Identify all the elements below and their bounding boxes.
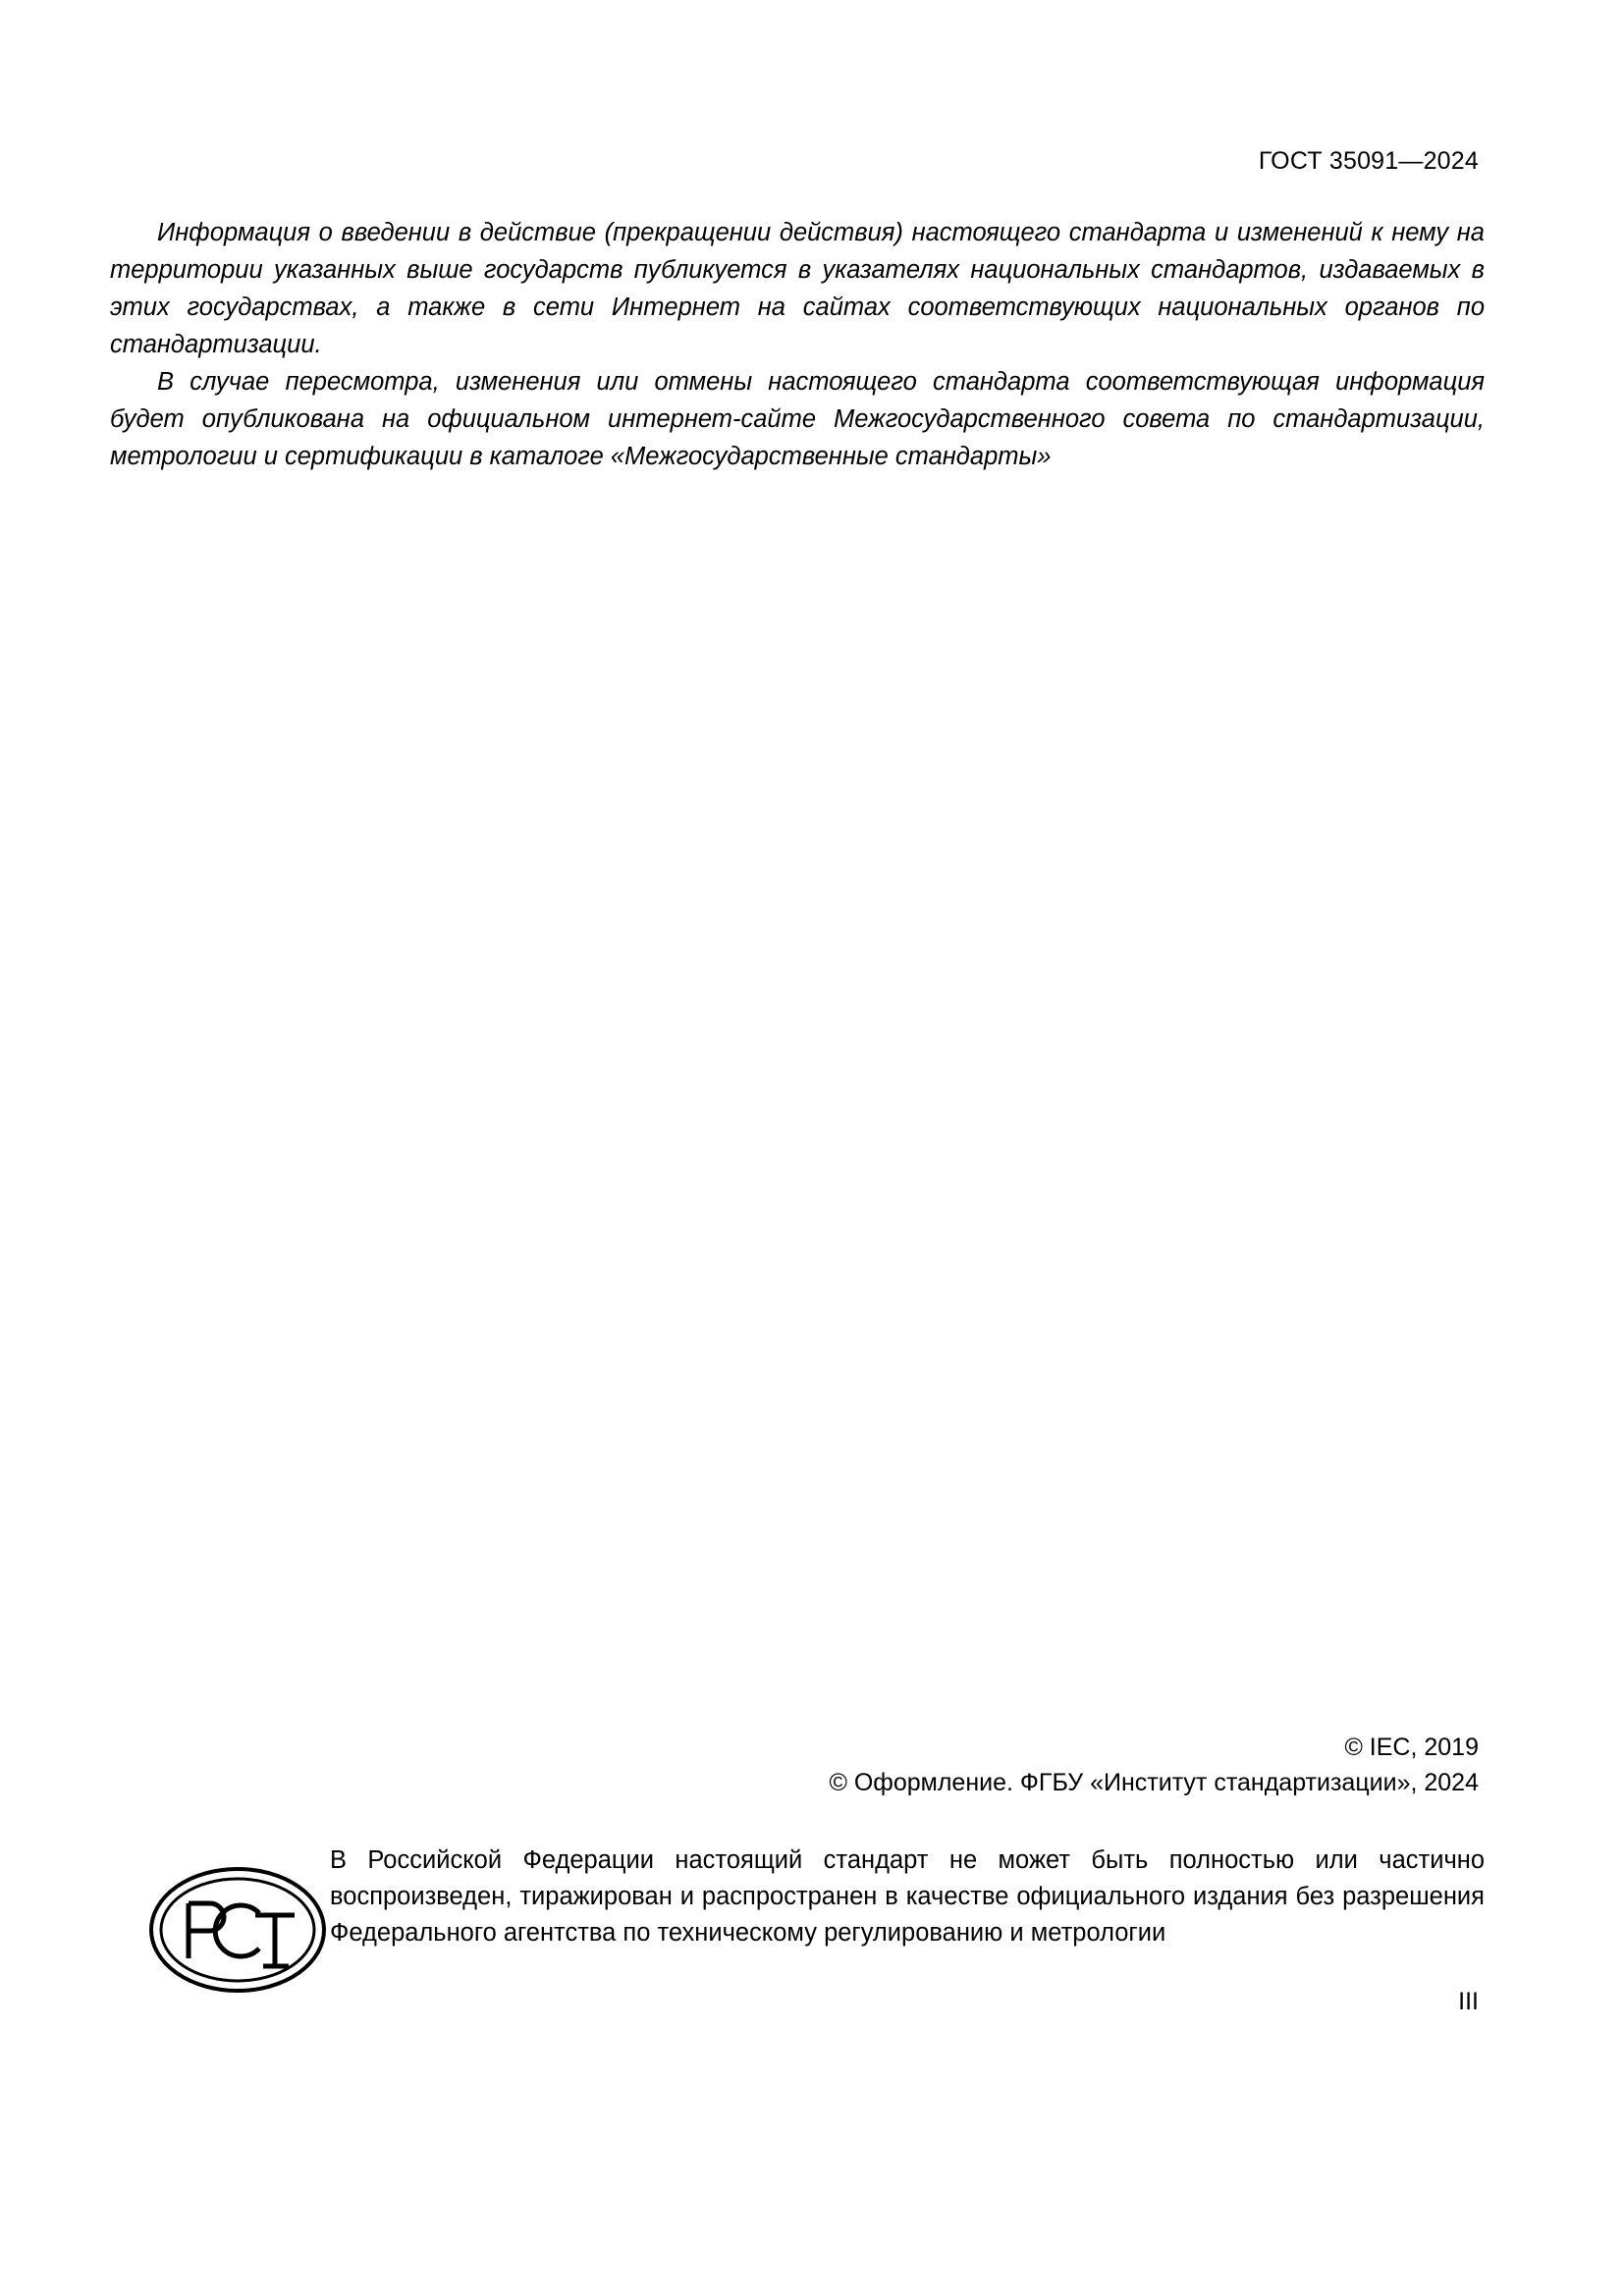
introductory-note-block bbox=[110, 214, 1485, 475]
page-number: III bbox=[1458, 1988, 1479, 2015]
note-paragraph-2 bbox=[110, 363, 1485, 475]
standard-designation-header: ГОСТ 35091—2024 bbox=[1258, 147, 1479, 175]
reproduction-notice-block bbox=[145, 1842, 1485, 2008]
copyright-block bbox=[829, 1730, 1479, 1800]
reproduction-notice-text bbox=[330, 1842, 1485, 1951]
reproduction-notice-paragraph: В Российской Федерации настоящий стандарт не может быть полностью или частично воспроизведен, тиражирован и распространен в качестве официального издания без разрешения Федерального агентства по техническому регулированию и метрологии bbox=[330, 1846, 1485, 1947]
note-paragraph-1-text: Информация о введении в действие (прекращении действия) настоящего стандарта и изменений к нему на территории указанных выше государств публикуется в указателях национальных стандартов, издаваемых в этих государствах, а также в сети Интернет на сайтах соответствующих национальных органов по стандартизации. bbox=[110, 219, 1485, 358]
copyright-line-design: © Оформление. ФГБУ «Институт стандартизации», 2024 bbox=[829, 1769, 1479, 1796]
rosstandart-emblem-icon bbox=[145, 1842, 330, 2008]
copyright-line-iec: © IEC, 2019 bbox=[1344, 1734, 1479, 1761]
note-paragraph-1 bbox=[110, 214, 1485, 363]
note-paragraph-2-text: В случае пересмотра, изменения или отмены настоящего стандарта соответствующая информация будет опубликована на официальном интернет-сайте Межгосударственного совета по стандартизации, метрологии и сертификации в каталоге «Межгосударственные стандарты» bbox=[110, 368, 1485, 470]
